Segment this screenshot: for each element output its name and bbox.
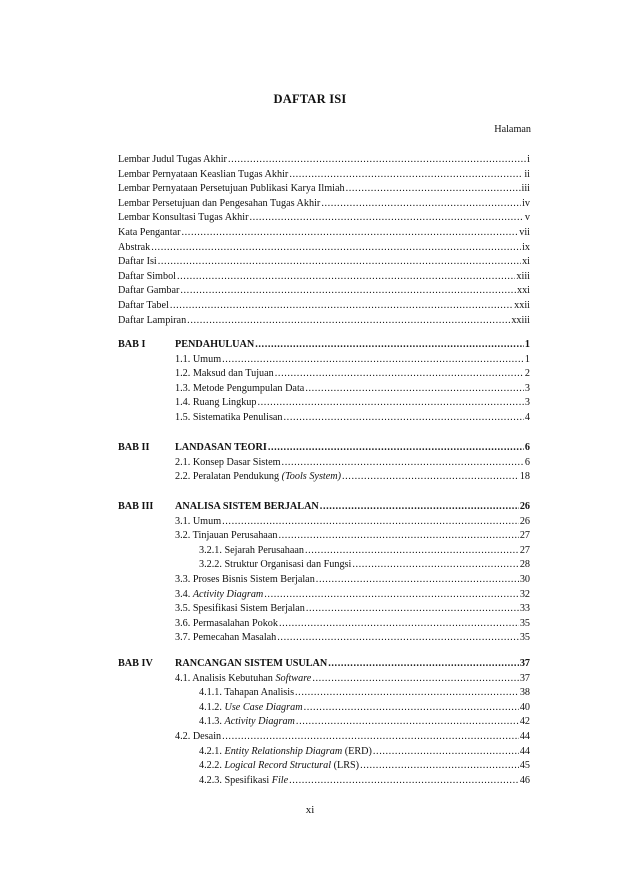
section-label: Ruang Lingkup [192,397,257,409]
toc-entry-page: 3 [524,382,530,394]
section-label-suffix: (ERD) [342,745,372,757]
chapter-title: RANCANGAN SISTEM USULAN [175,658,328,669]
leader-dots [342,470,519,484]
toc-entry-page: iv [522,197,530,209]
toc-entry-label [118,255,157,269]
leader-dots [278,529,518,543]
section-label-italic: Software [275,672,312,684]
section-label: Sistematika Penulisan [192,412,283,423]
toc-entry [199,715,530,729]
toc-entry [118,182,530,196]
toc-entry-page: ii [524,168,530,180]
toc-entry-page: 2 [524,368,530,380]
toc-entry-label [175,500,319,514]
toc-entry-text: Daftar Gambar [118,285,180,297]
section-label: Metode Pengumpulan Data [192,382,305,394]
toc-entry-label [175,411,283,425]
leader-dots [222,730,519,744]
section-label: Analisis Kebutuhan [192,672,276,684]
toc-entry-label [175,573,315,587]
toc-entry [175,657,530,671]
toc-entry-text: Lembar Pernyataan Persetujuan Publikasi Karya Ilmiah [118,183,345,195]
toc-entry-page: i [527,154,530,165]
toc-entry-label [118,168,288,182]
section-number: 3.7. [175,632,193,644]
toc-entry-text: Daftar Isi [118,256,157,268]
toc-entry-text: Abstrak [118,241,151,253]
section-number: 3.4. [175,588,193,600]
section-label: Konsep Dasar Sistem [192,456,281,468]
leader-dots [264,588,519,602]
toc-entry [175,456,530,470]
toc-entry-page: 4 [524,412,530,423]
leader-dots [321,197,521,211]
toc-entry [175,411,530,425]
toc-entry-page: 26 [519,501,530,512]
toc-entry-label [199,715,295,729]
toc-entry-label [175,602,305,616]
toc-entry-page: iii [521,183,530,195]
toc-entry-page: vii [519,227,530,238]
toc-entry [175,470,530,484]
toc-entry-label [175,657,327,671]
leader-dots [222,353,524,367]
toc-entry-page: 37 [519,658,530,669]
chapter-title: LANDASAN TEORI [175,442,267,453]
toc-entry-label [175,470,341,484]
section-label: Umum [192,353,222,365]
toc-entry-page: 27 [519,544,530,556]
toc-entry-page: 6 [524,442,530,453]
toc-entry-page: 40 [519,701,530,713]
toc-entry-label [118,299,169,313]
leader-dots [346,182,521,196]
toc-entry [118,299,530,313]
leader-dots [258,396,524,410]
toc-entry-label [175,730,221,744]
leader-dots [304,701,519,715]
toc-entry-page: 37 [519,672,530,684]
section-number: 3.3. [175,574,193,585]
section-number: 3.1. [175,515,193,527]
leader-dots [289,774,519,788]
toc-entry [199,544,530,558]
section-number: 1.2. [175,368,193,380]
leader-dots [316,573,519,587]
toc-entry-page: 26 [519,515,530,527]
chapter-code: BAB III [118,501,154,512]
toc-entry-label [175,617,278,631]
section-number: 3.6. [175,617,193,629]
chapter-code: BAB II [118,442,150,453]
toc-entry-page: xxii [514,300,530,311]
chapter-title: PENDAHULUAN [175,339,255,350]
section-label: Desain [192,731,222,742]
section-label-italic: Use Case Diagram [224,701,303,713]
leader-dots [328,657,519,671]
toc-entry-label [199,686,294,700]
toc-entry [118,197,530,211]
leader-dots [249,211,523,225]
page-title: DAFTAR ISI [273,92,347,106]
toc-entry [199,745,530,759]
leader-dots [170,299,513,313]
leader-dots [352,558,518,572]
toc-entry [175,441,530,455]
toc-entry-label [175,338,254,352]
leader-dots [295,686,519,700]
toc-entry-label [199,701,303,715]
section-label-italic: Entity Relationship Diagram [224,745,343,757]
toc-entry-label [199,558,351,572]
section-label-italic: File [271,774,289,786]
section-label: Maksud dan Tujuan [192,368,274,380]
toc-entry-label [175,382,304,396]
toc-entry [199,686,530,700]
section-number: 4.2.1. [199,745,225,757]
toc-entry-label [118,197,320,211]
chapter-title: ANALISA SISTEM BERJALAN [175,501,319,512]
toc-entry-text: Lembar Pernyataan Keaslian Tugas Akhir [118,168,289,180]
leader-dots [360,759,519,773]
section-label: Pemecahan Masalah [192,632,277,644]
section-number: 4.2.3. [199,774,225,786]
section-label: Umum [192,515,222,527]
toc-entry-label [118,226,181,240]
toc-entry [118,284,530,298]
leader-dots [279,617,519,631]
toc-entry-page: 46 [519,774,530,786]
toc-entry-text: Lembar Persetujuan dan Pengesahan Tugas Akhir [118,197,321,209]
toc-entry-text: Lembar Konsultasi Tugas Akhir [118,212,249,224]
section-label: Spesifikasi Sistem Berjalan [192,603,305,615]
section-label-italic: Activity Diagram [192,588,264,600]
toc-entry [199,774,530,788]
chapter-code: BAB IV [118,658,153,669]
toc-entry [175,353,530,367]
toc-entry-page: 35 [519,617,530,629]
toc-entry [175,515,530,529]
toc-entry-page: 32 [519,588,530,600]
toc-entry-page: 35 [519,632,530,644]
toc-entry [199,759,530,773]
toc-entry [175,588,530,602]
leader-dots [373,745,519,759]
toc-entry-page: ix [522,241,530,253]
section-number: 3.5. [175,603,193,615]
toc-entry-page: xiii [516,270,530,282]
toc-entry-page: 1 [524,353,530,365]
toc-entry-page: 42 [519,716,530,728]
toc-entry-label [118,211,248,225]
leader-dots [312,672,519,686]
section-number: 4.1. [175,672,193,684]
toc-entry-page: 6 [524,456,530,468]
leader-dots [305,544,519,558]
section-number: 1.4. [175,397,193,409]
toc-entry-page: xxi [516,285,530,297]
toc-entry-label [175,588,263,602]
toc-entry-page: 44 [519,745,530,757]
toc-entry [118,270,530,284]
toc-entry-label [175,441,267,455]
section-label: Spesifikasi [224,774,272,786]
section-label: Tahapan Analisis [224,687,295,699]
toc-entry [118,255,530,269]
toc-entry [175,396,530,410]
toc-entry-text: Daftar Tabel [118,300,169,311]
leader-dots [277,631,519,645]
leader-dots [222,515,519,529]
leader-dots [255,338,524,352]
section-number: 2.2. [175,471,193,483]
toc-entry [175,529,530,543]
section-label: Peralatan Pendukung [192,471,282,483]
toc-entry-page: 33 [519,603,530,615]
toc-entry-label [118,182,345,196]
toc-entry-text: Daftar Simbol [118,270,177,282]
leader-dots [320,500,519,514]
section-label-suffix: (LRS) [331,760,360,772]
section-number: 1.1. [175,353,193,365]
leader-dots [228,153,526,167]
leader-dots [177,270,515,284]
leader-dots [289,168,523,182]
toc-entry-label [118,241,150,255]
toc-entry-label [118,153,227,167]
toc-entry [118,226,530,240]
section-number: 4.2. [175,731,193,742]
leader-dots [180,284,516,298]
toc-entry-label [175,631,276,645]
section-number: 4.1.3. [199,716,225,728]
toc-entry-label [118,284,179,298]
toc-entry-page: 28 [519,559,530,571]
leader-dots [268,441,524,455]
toc-entry-label [199,544,304,558]
toc-entry [118,168,530,182]
toc-entry-label [175,529,277,543]
toc-entry-page: 3 [524,397,530,409]
toc-entry-page: 18 [519,471,530,483]
section-label-italic: Activity Diagram [224,716,295,728]
toc-entry-label [199,745,372,759]
section-number: 2.1. [175,456,193,468]
section-number: 1.5. [175,412,193,423]
leader-dots [282,456,524,470]
toc-entry-text: Lembar Judul Tugas Akhir [118,154,227,165]
section-label-italic: (Tools System) [281,471,342,483]
toc-entry [175,382,530,396]
toc-entry-label [175,396,257,410]
toc-entry [175,367,530,381]
toc-entry-label [175,672,311,686]
toc-entry-page: v [524,212,530,224]
section-number: 3.2. [175,530,193,542]
section-number: 3.2.2. [199,559,225,571]
leader-dots [296,715,519,729]
toc-entry [175,573,530,587]
toc-entry-label [175,515,221,529]
section-label: Permasalahan Pokok [192,617,278,629]
toc-entry [175,338,530,352]
leader-dots [275,367,524,381]
toc-entry [199,558,530,572]
toc-entry [175,500,530,514]
section-number: 3.2.1. [199,544,225,556]
toc-entry-label [175,456,281,470]
toc-entry [199,701,530,715]
leader-dots [182,226,519,240]
section-label: Proses Bisnis Sistem Berjalan [192,574,315,585]
section-label: Struktur Organisasi dan Fungsi [224,559,352,571]
toc-entry-page: xxiii [511,314,530,326]
leader-dots [305,382,524,396]
toc-entry [118,241,530,255]
leader-dots [158,255,521,269]
toc-entry-page: 27 [519,530,530,542]
toc-entry [118,211,530,225]
section-number: 4.1.2. [199,701,225,713]
toc-entry-page: 30 [519,574,530,585]
page-number: xi [305,804,315,816]
toc-entry-page: xi [522,256,530,268]
leader-dots [187,314,510,328]
toc-entry [118,153,530,167]
toc-entry-text: Daftar Lampiran [118,314,187,326]
toc-entry-label [199,759,359,773]
toc-entry [175,672,530,686]
toc-entry [118,314,530,328]
leader-dots [284,411,524,425]
toc-entry-page: 1 [524,339,530,350]
section-label-italic: Logical Record Structural [224,760,332,772]
section-label: Tinjauan Perusahaan [192,530,278,542]
toc-entry-label [175,353,221,367]
toc-entry-label [118,314,186,328]
toc-entry-page: 45 [519,760,530,772]
halaman-label: Halaman [494,124,531,135]
section-number: 4.1.1. [199,687,225,699]
toc-entry [175,602,530,616]
section-number: 1.3. [175,382,193,394]
toc-entry-label [175,367,274,381]
toc-entry-page: 38 [519,687,530,699]
chapter-code: BAB I [118,339,146,350]
toc-entry [175,730,530,744]
section-label: Sejarah Perusahaan [224,544,304,556]
toc-entry-label [199,774,288,788]
toc-entry-label [118,270,176,284]
toc-entry-page: 44 [519,731,530,742]
leader-dots [151,241,521,255]
toc-entry [175,631,530,645]
toc-entry [175,617,530,631]
toc-entry-text: Kata Pengantar [118,227,181,238]
leader-dots [306,602,519,616]
section-number: 4.2.2. [199,760,225,772]
